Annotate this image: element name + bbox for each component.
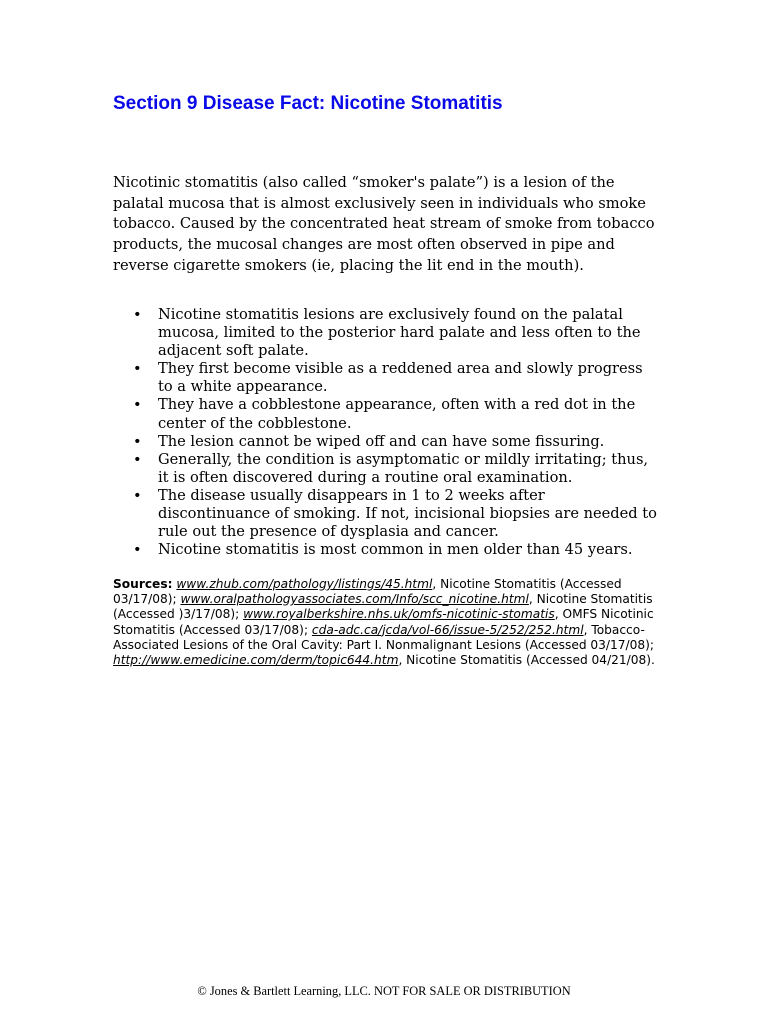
intro-paragraph: Nicotinic stomatitis (also called “smoker's palate”) is a lesion of the palatal mucosa that is almost exclusively seen in individuals who smoke tobacco. Caused by the concentrated heat stream of smoke from tobacco products, the mucosal changes are most often observed in pipe and reverse cigarette smokers (ie, placing the lit end in the mouth). [113, 174, 655, 274]
source-description: , Tobacco-Associated Lesions of the Oral Cavity: Part I. Nonmalignant Lesions (Accessed 03/17/08); [113, 622, 655, 652]
source-link[interactable]: cda-adc.ca/jcda/vol-66/issue-5/252/252.html [311, 622, 584, 637]
list-item [113, 306, 658, 360]
source-description: , OMFS Nicotinic Stomatitis (Accessed 03/17/08); [113, 607, 654, 637]
list-item-text: Generally, the condition is asymptomatic or mildly irritating; thus, it is often discovered during a routine oral examination. [158, 450, 649, 486]
list-item [113, 433, 658, 451]
list-item-text: Nicotine stomatitis is most common in men older than 45 years. [158, 541, 633, 559]
bullet-icon: • [133, 541, 142, 559]
list-item-text: They have a cobblestone appearance, often with a red dot in the center of the cobblestone. [158, 396, 636, 432]
bullet-icon: • [133, 486, 142, 504]
bullet-icon: • [133, 306, 142, 323]
source-description: , Nicotine Stomatitis (Accessed 04/21/08). [398, 653, 655, 668]
source-link[interactable]: www.royalberkshire.nhs.uk/omfs-nicotinic-stomatis [243, 607, 555, 622]
section-title: Section 9 Disease Fact: Nicotine Stomatitis [113, 93, 503, 114]
source-link[interactable]: http://www.emedicine.com/derm/topic644.htm [113, 653, 399, 668]
source-link[interactable]: www.zhub.com/pathology/listings/45.html [176, 577, 433, 591]
source-description: , Nicotine Stomatitis (Accessed 03/17/08); [113, 577, 622, 607]
bullet-icon: • [133, 432, 142, 450]
list-item-text: The disease usually disappears in 1 to 2 weeks after discontinuance of smoking. If not, incisional biopsies are needed to rule out the presence of dysplasia and cancer. [158, 486, 657, 541]
sources-paragraph [113, 577, 658, 668]
sources-label: Sources: [113, 577, 173, 591]
list-item [113, 487, 658, 541]
list-item-text: The lesion cannot be wiped off and can have some fissuring. [158, 432, 605, 450]
fact-list [113, 306, 658, 559]
list-item-text: Nicotine stomatitis lesions are exclusively found on the palatal mucosa, limited to the posterior hard palate and less often to the adjacent soft palate. [158, 306, 641, 360]
bullet-icon: • [133, 450, 142, 468]
bullet-icon: • [133, 360, 142, 378]
list-item [113, 451, 658, 487]
list-item [113, 360, 658, 396]
list-item [113, 541, 658, 559]
source-description: , Nicotine Stomatitis (Accessed )3/17/08); [113, 592, 653, 622]
copyright-footer: © Jones & Bartlett Learning, LLC. NOT FOR SALE OR DISTRIBUTION [197, 984, 571, 998]
list-item-text: They first become visible as a reddened area and slowly progress to a white appearance. [158, 360, 643, 396]
list-item [113, 396, 658, 432]
source-link[interactable]: www.oralpathologyassociates.com/Info/scc_nicotine.html [180, 592, 529, 607]
bullet-icon: • [133, 396, 142, 414]
